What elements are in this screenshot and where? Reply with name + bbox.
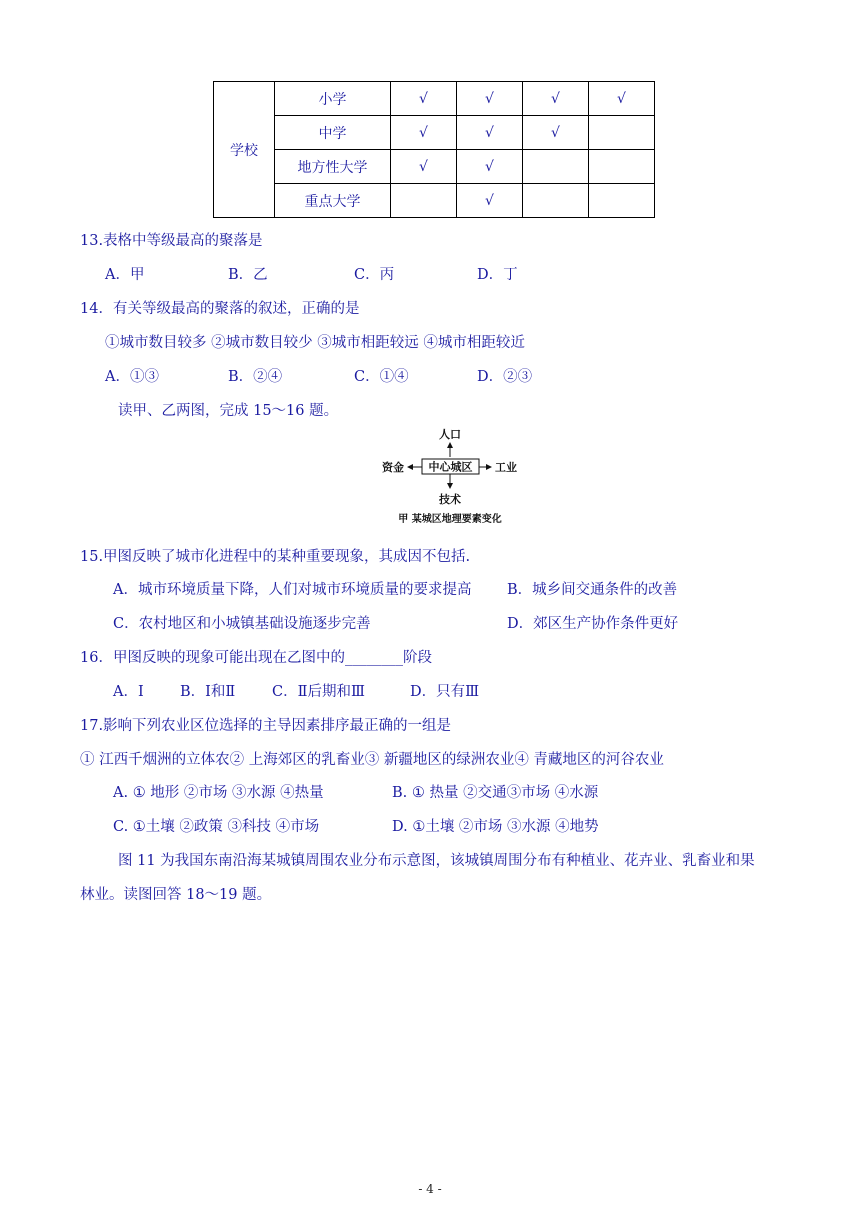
figure-center-box: 中心城区 xyxy=(428,460,473,474)
table-row-name: 中学 xyxy=(275,116,391,150)
q16-option-d: D．只有Ⅲ xyxy=(410,684,480,700)
table-cell xyxy=(589,184,655,218)
q17-option-a: A. ① 地形 ②市场 ③水源 ④热量 xyxy=(113,785,324,801)
q13-option-b: B．乙 xyxy=(228,267,268,283)
table-row-name: 重点大学 xyxy=(275,184,391,218)
q17-option-d: D. ①土壤 ②市场 ③水源 ④地势 xyxy=(392,819,599,835)
question-14-stem: 14．有关等级最高的聚落的叙述，正确的是 xyxy=(80,301,360,317)
table-cell: √ xyxy=(523,116,589,150)
page-number: - 4 - xyxy=(418,1182,442,1196)
figure-jia-diagram xyxy=(370,427,530,527)
table-cell xyxy=(391,184,457,218)
q17-statements: ① 江西千烟洲的立体农② 上海郊区的乳畜业③ 新疆地区的绿洲农业④ 青藏地区的河谷农业 xyxy=(80,752,664,768)
table-cell: √ xyxy=(457,184,523,218)
intro-18-19-line2: 林业。读图回答 18～19 题。 xyxy=(80,887,272,903)
q16-option-c: C．Ⅱ后期和Ⅲ xyxy=(272,684,365,700)
table-row-name: 地方性大学 xyxy=(275,150,391,184)
table-cell xyxy=(523,184,589,218)
q17-option-c: C. ①土壤 ②政策 ③科技 ④市场 xyxy=(113,819,320,835)
question-17-stem: 17.影响下列农业区位选择的主导因素排序最正确的一组是 xyxy=(80,718,452,734)
figure-label-left: 资金 xyxy=(382,461,404,474)
table-cell: √ xyxy=(391,82,457,116)
table-cell: √ xyxy=(523,82,589,116)
table-cell: √ xyxy=(457,82,523,116)
question-13-stem: 13.表格中等级最高的聚落是 xyxy=(80,233,263,249)
q15-option-c: C．农村地区和小城镇基础设施逐步完善 xyxy=(113,616,371,632)
table-row-name: 小学 xyxy=(275,82,391,116)
question-15-stem: 15.甲图反映了城市化进程中的某种重要现象，其成因不包括. xyxy=(80,549,471,565)
figure-label-right: 工业 xyxy=(495,461,517,474)
q15-option-a: A．城市环境质量下降，人们对城市环境质量的要求提高 xyxy=(113,582,472,598)
table-cell xyxy=(589,116,655,150)
q14-statements: ①城市数目较多 ②城市数目较少 ③城市相距较远 ④城市相距较近 xyxy=(105,335,525,351)
q14-option-c: C．①④ xyxy=(354,369,409,385)
figure-label-bottom: 技术 xyxy=(439,493,461,506)
q13-option-a: A．甲 xyxy=(105,267,145,283)
table-cell xyxy=(589,150,655,184)
q16-option-a: A．Ⅰ xyxy=(113,684,144,700)
intro-18-19-line1: 图 11 为我国东南沿海某城镇周围农业分布示意图，该城镇周围分布有种植业、花卉业、乳畜业和果 xyxy=(118,853,755,869)
q14-option-a: A．①③ xyxy=(105,369,159,385)
figure-label-top: 人口 xyxy=(439,428,461,441)
q13-option-d: D．丁 xyxy=(477,267,518,283)
figure-caption: 甲 某城区地理要素变化 xyxy=(398,514,502,525)
table-cell: √ xyxy=(391,116,457,150)
table-cell: √ xyxy=(589,82,655,116)
q16-option-b: B．Ⅰ和Ⅱ xyxy=(180,684,236,700)
q14-option-b: B．②④ xyxy=(228,369,283,385)
settlement-table xyxy=(213,81,655,218)
table-category-cell: 学校 xyxy=(214,82,275,218)
q17-option-b: B. ① 热量 ②交通③市场 ④水源 xyxy=(392,785,599,801)
table-cell: √ xyxy=(391,150,457,184)
q13-option-c: C．丙 xyxy=(354,267,395,283)
q15-option-d: D．郊区生产协作条件更好 xyxy=(507,616,679,632)
table-cell xyxy=(523,150,589,184)
q15-option-b: B．城乡间交通条件的改善 xyxy=(507,582,678,598)
q14-option-d: D．②③ xyxy=(477,369,533,385)
intro-15-16: 读甲、乙两图，完成 15～16 题。 xyxy=(118,403,339,419)
question-16-stem: 16．甲图反映的现象可能出现在乙图中的________阶段 xyxy=(80,650,432,666)
table-cell: √ xyxy=(457,150,523,184)
table-cell: √ xyxy=(457,116,523,150)
